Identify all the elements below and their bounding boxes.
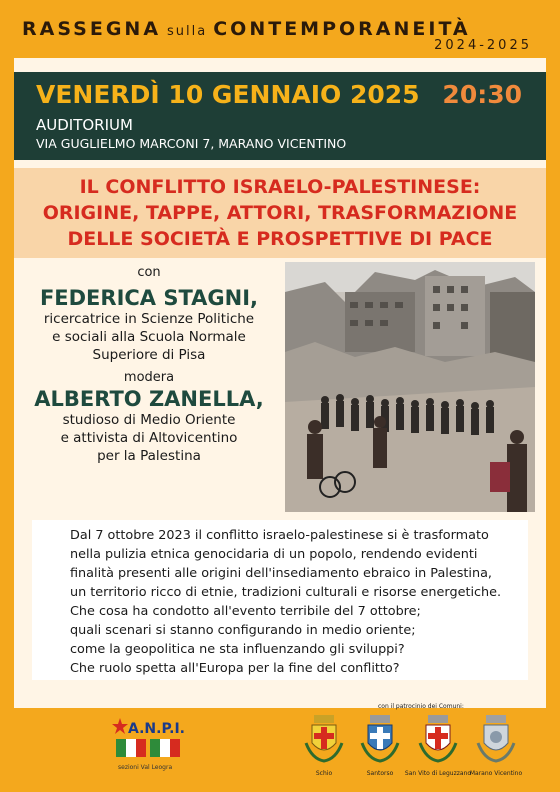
crest-santorso-icon — [358, 713, 402, 763]
series-years: 2024-2025 — [434, 38, 532, 53]
description-line: come la geopolitica ne sta influenzando gli sviluppi? — [70, 642, 405, 657]
series-word-3: CONTEMPORANEITÀ — [213, 18, 471, 40]
speaker-2-role: studioso di Medio Oriente — [62, 412, 236, 428]
series-title — [22, 18, 471, 40]
header — [0, 0, 560, 58]
event-date: VENERDÌ 10 GENNAIO 2025 — [36, 80, 420, 109]
municipality-label: Schio — [315, 770, 333, 777]
anpi-subtitle: sezioni Val Leogra — [118, 764, 173, 771]
patronage-label: con il patrocinio dei Comuni: — [378, 703, 464, 710]
description-line: nella pulizia etnica genocidaria di un popolo, rendendo evidenti — [70, 547, 478, 562]
description-line: un territorio ricco di etnie, tradizioni culturali e risorse energetiche. — [70, 585, 502, 600]
description-box — [32, 520, 528, 680]
event-time: 20:30 — [442, 80, 522, 109]
series-word-1: RASSEGNA — [22, 18, 162, 40]
talk-title — [14, 168, 546, 258]
event-venue: AUDITORIUM — [36, 116, 133, 134]
municipality-label: San Vito di Leguzzano — [404, 770, 472, 777]
description-line: Che ruolo spetta all'Europa per la fine del conflitto? — [70, 661, 400, 676]
municipality-label: Santorso — [366, 770, 394, 777]
photo-rubble-crowd — [285, 262, 535, 512]
event-banner — [14, 72, 546, 160]
crest-san-vito-icon — [416, 713, 460, 763]
event-address: VIA GUGLIELMO MARCONI 7, MARANO VICENTINO — [36, 136, 347, 151]
talk-title-line: DELLE SOCIETÀ E PROSPETTIVE DI PACE — [67, 228, 493, 250]
anpi-logo-text: A.N.P.I. — [128, 721, 185, 737]
series-word-2: sulla — [167, 24, 208, 39]
anpi-logo-icon — [112, 717, 188, 775]
description-line: Dal 7 ottobre 2023 il conflitto israelo-palestinese si è trasformato — [70, 528, 489, 543]
description-text — [32, 520, 528, 678]
anpi-logo — [112, 717, 188, 775]
crest-schio-icon — [302, 713, 346, 763]
speaker-2-role: e attivista di Altovicentino — [60, 430, 238, 446]
with-label: con — [137, 265, 161, 280]
description-line: quali scenari si stanno configurando in medio oriente; — [70, 623, 416, 638]
description-line: Che cosa ha condotto all'evento terribile del 7 ottobre; — [70, 604, 421, 619]
speakers — [14, 265, 284, 465]
speaker-1-role: e sociali alla Scuola Normale — [52, 329, 246, 345]
speaker-2-role: per la Palestina — [97, 448, 201, 464]
talk-title-line: IL CONFLITTO ISRAELO-PALESTINESE: — [79, 176, 481, 198]
talk-title-line: ORIGINE, TAPPE, ATTORI, TRASFORMAZIONE — [42, 202, 518, 224]
photo-illustration — [285, 262, 535, 512]
moderator-label: modera — [123, 370, 175, 385]
speaker-2-name: ALBERTO ZANELLA, — [34, 387, 264, 411]
speaker-1-name: FEDERICA STAGNI, — [39, 286, 259, 310]
municipality-label: Marano Vicentino — [469, 770, 523, 777]
speaker-1-role: ricercatrice in Scienze Politiche — [43, 311, 255, 327]
crest-marano-icon — [474, 713, 518, 763]
description-line: finalità presenti alle origini dell'insediamento ebraico in Palestina, — [70, 566, 492, 581]
speaker-1-role: Superiore di Pisa — [92, 347, 206, 363]
